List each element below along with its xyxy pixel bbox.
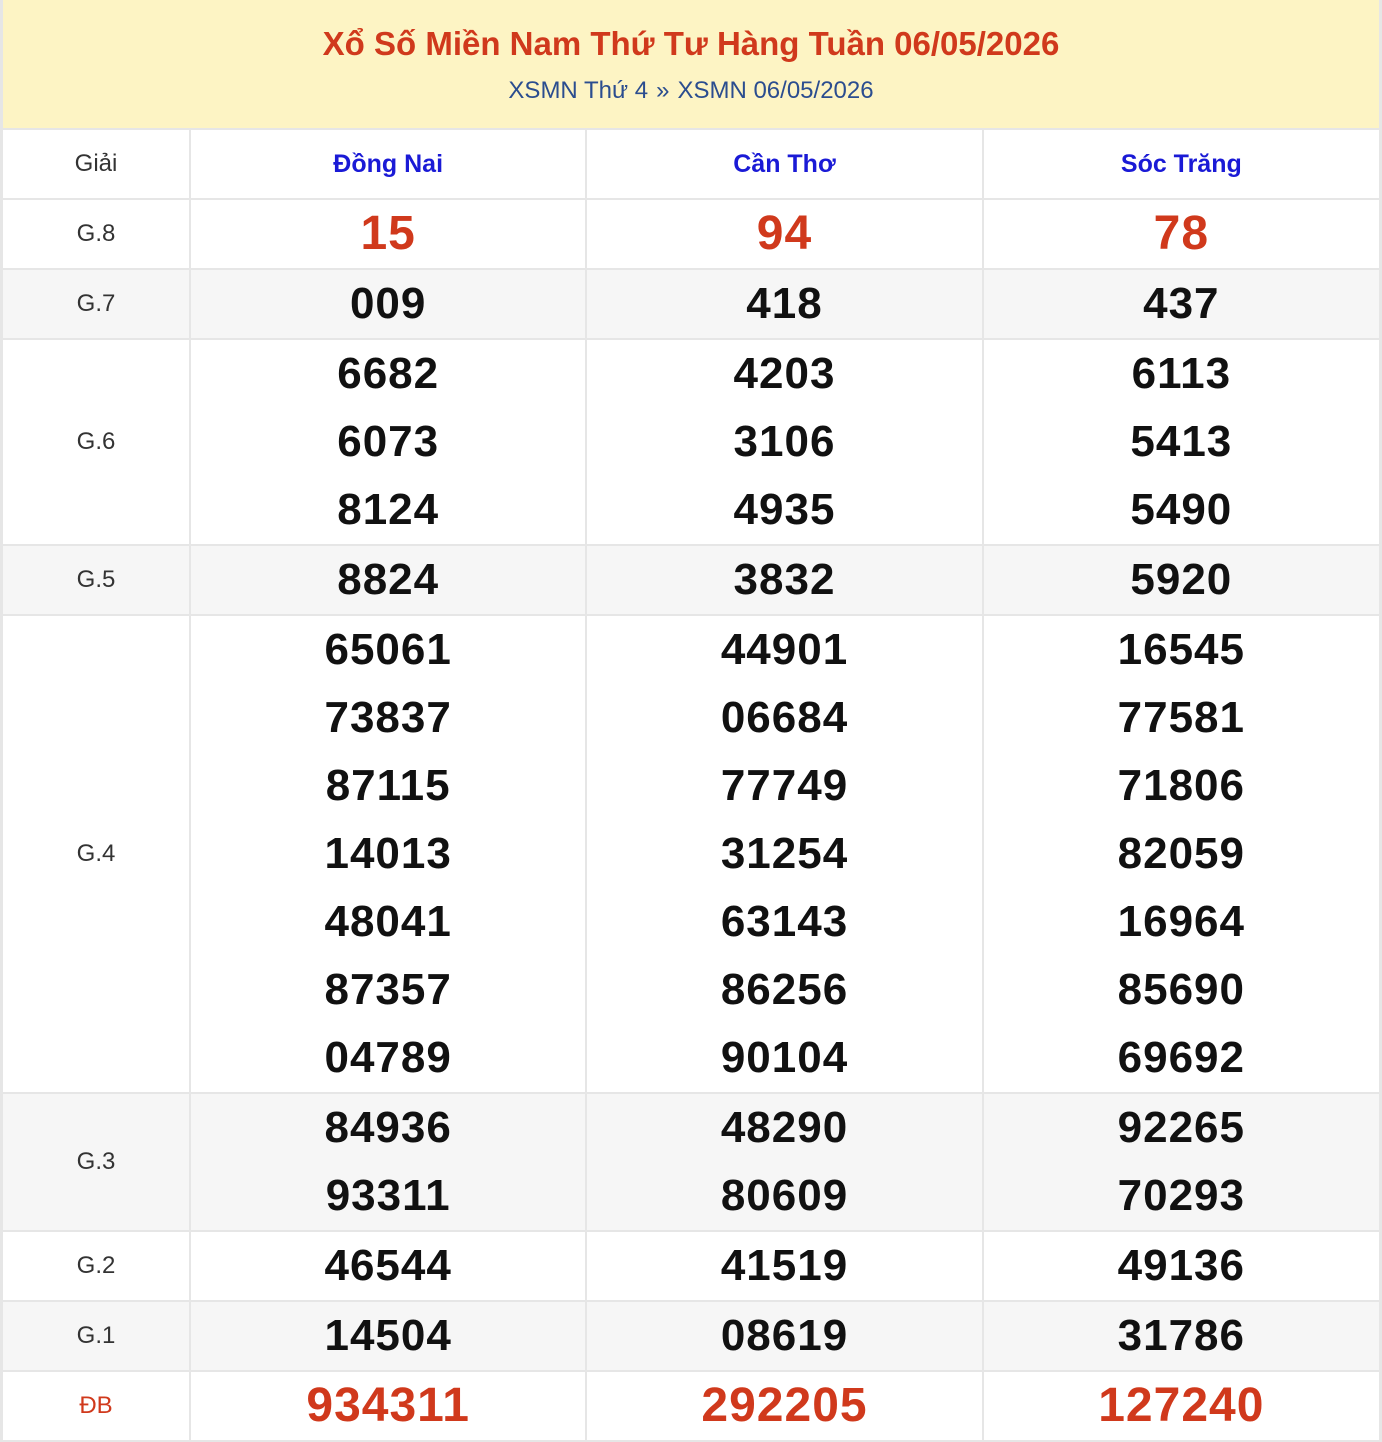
table-header-row (3, 130, 1379, 199)
breadcrumb-separator: » (656, 77, 670, 104)
winning-number: 8824 (337, 555, 440, 604)
winning-number: 3106 (733, 417, 836, 466)
winning-number: 80609 (720, 1171, 849, 1220)
winning-number: 5413 (1130, 417, 1233, 466)
prize-cell (190, 199, 586, 269)
winning-number: 48041 (324, 897, 452, 946)
winning-number: 009 (349, 279, 427, 328)
page-title: Xổ Số Miền Nam Thứ Tư Hàng Tuần 06/05/2026 (322, 25, 1060, 62)
column-header-province[interactable]: Cần Thơ (586, 130, 982, 199)
winning-number: 5920 (1130, 555, 1233, 604)
prize-cell (983, 339, 1379, 545)
prize-row (3, 269, 1379, 339)
winning-number: 14013 (324, 829, 452, 878)
prize-row (3, 1231, 1379, 1301)
prize-label: G.7 (3, 269, 190, 339)
winning-number: 6073 (337, 417, 440, 466)
prize-cell (190, 1371, 586, 1441)
winning-number: 65061 (324, 625, 452, 674)
winning-number: 6113 (1131, 349, 1232, 398)
winning-number: 41519 (720, 1241, 849, 1290)
prize-row (3, 1371, 1379, 1441)
winning-number: 87115 (325, 761, 451, 810)
winning-number: 16545 (1117, 625, 1245, 674)
prize-cell (983, 199, 1379, 269)
prize-cell (190, 339, 586, 545)
winning-number: 78 (1153, 207, 1210, 260)
column-header-prize: Giải (3, 130, 190, 199)
prize-label: G.2 (3, 1231, 190, 1301)
winning-number: 31786 (1117, 1311, 1245, 1360)
winning-number: 31254 (720, 829, 849, 878)
prize-cell (586, 1371, 982, 1441)
breadcrumb (3, 76, 1379, 106)
prize-label: G.1 (3, 1301, 190, 1371)
breadcrumb-link-date[interactable]: XSMN 06/05/2026 (677, 77, 874, 104)
results-header (3, 0, 1379, 130)
prize-label: G.6 (3, 339, 190, 545)
winning-number: 08619 (720, 1311, 849, 1360)
winning-number: 63143 (720, 897, 849, 946)
prize-cell (983, 615, 1379, 1093)
prize-row (3, 615, 1379, 1093)
prize-row (3, 545, 1379, 615)
winning-number: 87357 (324, 965, 452, 1014)
winning-number: 418 (746, 279, 823, 328)
results-body (3, 199, 1379, 1441)
prize-cell (586, 1093, 982, 1231)
breadcrumb-link-weekday[interactable]: XSMN Thứ 4 (508, 77, 649, 104)
winning-number: 16964 (1117, 897, 1245, 946)
prize-cell (190, 615, 586, 1093)
winning-number: 86256 (720, 965, 849, 1014)
winning-number: 46544 (324, 1241, 452, 1290)
prize-cell (586, 199, 982, 269)
column-header-province[interactable]: Sóc Trăng (983, 130, 1379, 199)
winning-number: 73837 (324, 693, 452, 742)
prize-cell (983, 1093, 1379, 1231)
winning-number: 49136 (1117, 1241, 1245, 1290)
winning-number: 934311 (306, 1379, 470, 1432)
prize-label: G.4 (3, 615, 190, 1093)
results-table (3, 130, 1379, 1442)
winning-number: 06684 (720, 693, 849, 742)
winning-number: 93311 (325, 1171, 451, 1220)
prize-label: G.8 (3, 199, 190, 269)
winning-number: 437 (1143, 279, 1220, 328)
winning-number: 77749 (720, 761, 849, 810)
prize-label: G.5 (3, 545, 190, 615)
winning-number: 04789 (324, 1033, 452, 1082)
prize-label: ĐB (3, 1371, 190, 1441)
winning-number: 15 (360, 207, 416, 260)
winning-number: 127240 (1098, 1379, 1265, 1432)
winning-number: 85690 (1117, 965, 1245, 1014)
winning-number: 292205 (701, 1379, 868, 1432)
winning-number: 90104 (720, 1033, 849, 1082)
prize-row (3, 199, 1379, 269)
prize-cell (983, 1301, 1379, 1371)
prize-cell (190, 1231, 586, 1301)
winning-number: 94 (756, 207, 813, 260)
winning-number: 84936 (324, 1103, 452, 1152)
prize-cell (586, 269, 982, 339)
winning-number: 5490 (1130, 485, 1233, 534)
prize-cell (586, 615, 982, 1093)
winning-number: 4203 (733, 349, 836, 398)
prize-cell (190, 1301, 586, 1371)
prize-cell (983, 545, 1379, 615)
winning-number: 92265 (1117, 1103, 1245, 1152)
winning-number: 71806 (1117, 761, 1245, 810)
winning-number: 48290 (720, 1103, 849, 1152)
prize-cell (190, 269, 586, 339)
prize-row (3, 1301, 1379, 1371)
prize-cell (586, 1231, 982, 1301)
winning-number: 3832 (733, 555, 836, 604)
winning-number: 44901 (720, 625, 849, 674)
prize-cell (983, 1371, 1379, 1441)
prize-row (3, 1093, 1379, 1231)
winning-number: 4935 (733, 485, 836, 534)
winning-number: 8124 (337, 485, 440, 534)
winning-number: 14504 (324, 1311, 452, 1360)
winning-number: 77581 (1117, 693, 1245, 742)
prize-row (3, 339, 1379, 545)
prize-cell (586, 1301, 982, 1371)
prize-cell (586, 339, 982, 545)
prize-cell (586, 545, 982, 615)
prize-cell (983, 269, 1379, 339)
prize-cell (190, 1093, 586, 1231)
column-header-province[interactable]: Đồng Nai (190, 130, 586, 199)
winning-number: 82059 (1117, 829, 1245, 878)
winning-number: 70293 (1117, 1171, 1245, 1220)
prize-cell (983, 1231, 1379, 1301)
winning-number: 69692 (1117, 1033, 1245, 1082)
winning-number: 6682 (337, 349, 440, 398)
prize-cell (190, 545, 586, 615)
prize-label: G.3 (3, 1093, 190, 1231)
